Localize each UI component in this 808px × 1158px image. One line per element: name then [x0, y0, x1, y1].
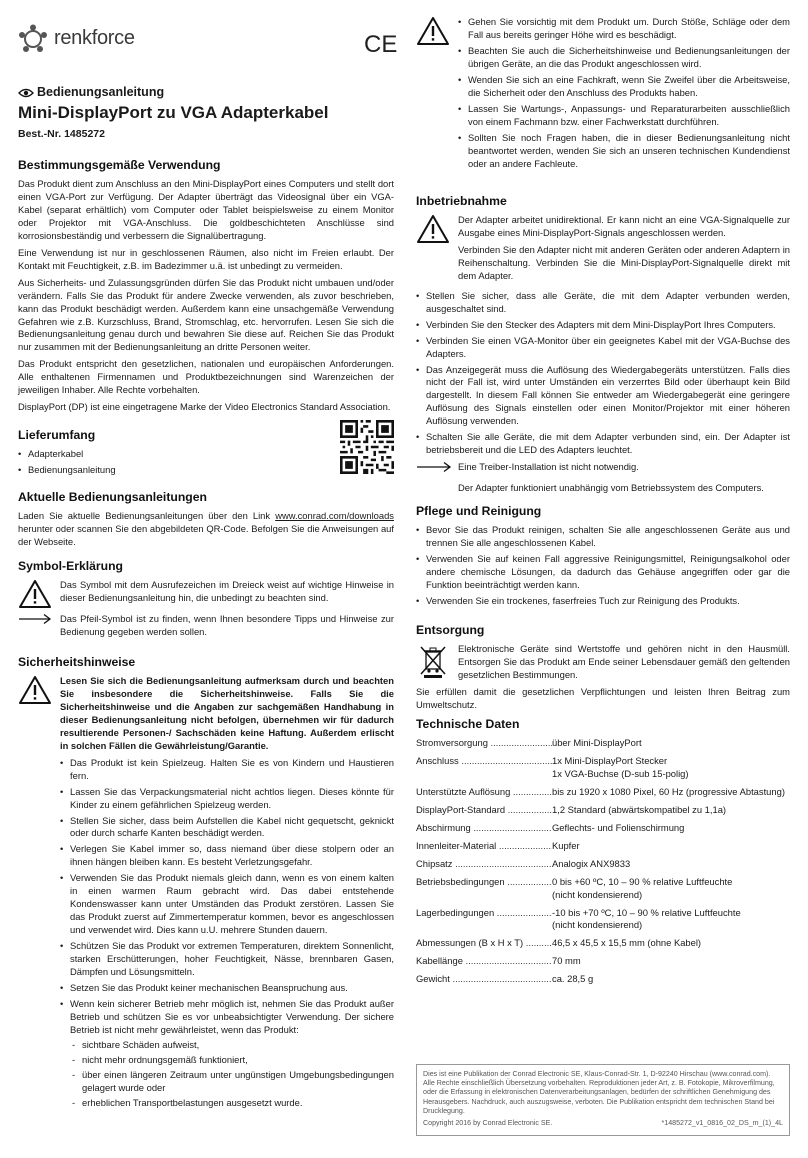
section-heading: Symbol-Erklärung — [18, 559, 123, 573]
list-item: • Bevor Sie das Produkt reinigen, schalten Sie alle angeschlossenen Geräte aus und trennen Sie alle angeschlossenen Kabel. — [416, 524, 790, 550]
list-item: • Sollten Sie noch Fragen haben, die in dieser Bedienungsanleitung nicht beantwortet werden, wenden Sie sich an unseren technischen Kundendienst oder an andere Fachleute. — [458, 132, 790, 171]
arrow-right-icon — [18, 613, 52, 625]
list-item: • Lassen Sie Wartungs-, Anpassungs- und Reparaturarbeiten ausschließlich von einem Fachmann bzw. einer Fachwerkstatt durchführen. — [458, 103, 790, 129]
scope-section — [18, 427, 394, 480]
list-item: • Verbinden Sie einen VGA-Monitor über ein geeignetes Kabel mit der VGA-Buchse des Adapters. — [416, 335, 790, 361]
safety-section — [18, 654, 394, 1113]
list-item: • Gehen Sie vorsichtig mit dem Produkt um. Durch Stöße, Schläge oder dem Fall aus bereits geringer Höhe wird es beschädigt. — [458, 16, 790, 42]
section-heading: Inbetriebnahme — [416, 194, 507, 208]
list-item: • Schalten Sie alle Geräte, die mit dem Adapter verbunden sind, ein. Der Adapter ist betriebsbereit und die LED des Adapters leuchtet. — [416, 431, 790, 457]
paragraph: Aus Sicherheits- und Zulassungsgründen dürfen Sie das Produkt nicht umbauen und/oder verändern. Falls Sie das Produkt für andere Zwecke verwenden, als zuvor beschrieben, kann das Produkt beschädigt werden. Außerdem kann eine unsachgemäße Verwendung Gefahren wie z.B. Kurzschluss, Brand, Stromschlag, etc. hervorrufen. Lesen Sie sich die Bedienungsanleitung genau durch und bewahren Sie diese auf. Reichen Sie das Produkt nur zusammen mit der Bedienungsanleitung an dritte Personen weiter. — [18, 276, 394, 353]
downloads-link[interactable]: www.conrad.com/downloads — [275, 509, 394, 521]
disposal-section — [416, 622, 790, 716]
list-item: • Das Anzeigegerät muss die Auflösung des Wiedergabegeräts unterstützen. Falls dies nicht der Fall ist, wird unter Umständen ein verzerrtes Bild oder überhaupt kein Bild dargestellt. In diesem Fall können Sie entweder am Wiedergabegerät eine geringere Auflösung des Signals einstellen oder einen Monitor/Projektor mit einer höheren Auflösung verwenden. — [416, 364, 790, 429]
renkforce-logo-icon — [18, 24, 48, 54]
disposal-note: Sie erfüllen damit die gesetzlichen Verpflichtungen und leisten Ihren Beitrag zum Umweltschutz. — [416, 685, 790, 710]
paragraph: DisplayPort (DP) ist eine eingetragene Marke der Video Electronics Standard Association. — [18, 401, 391, 413]
eye-icon — [18, 88, 34, 98]
section-heading: Lieferumfang — [18, 428, 96, 442]
list-item: • Stellen Sie sicher, dass alle Geräte, die mit dem Adapter verbunden werden, ausgeschaltet sind. — [416, 290, 790, 316]
symbol-arrow-text: Das Pfeil-Symbol ist zu finden, wenn Ihnen besondere Tipps und Hinweise zur Bedienung gegeben werden sollen. — [60, 612, 394, 637]
symbol-arrow-row — [18, 613, 394, 639]
list-item: • Verlegen Sie Kabel immer so, dass niemand über diese stolpern oder an ihnen hängen bleiben kann. Es besteht Verletzungsgefahr. — [60, 843, 394, 869]
list-item: • Verwenden Sie auf keinen Fall aggressive Reinigungsmittel, Reinigungsalkohol oder andere chemische Lösungen, da dadurch das Gehäuse angegriffen oder gar die Funktion beeinträchtigt werden kann. — [416, 553, 790, 592]
list-item: • Adapterkabel — [18, 448, 394, 461]
spec-row: Abmessungen (B x H x T) ..... 46,5 x 45,5 x 15,5 mm (ohne Kabel) — [416, 937, 790, 950]
sub-list-item: - erheblichen Transportbelastungen ausgesetzt wurde. — [70, 1097, 394, 1110]
warning-triangle-icon — [416, 214, 450, 244]
spec-row: Unterstützte Auflösung ..... bis zu 1920 x 1080 Pixel, 60 Hz (progressive Abtastung) — [416, 786, 790, 799]
document-title: Mini-DisplayPort zu VGA Adapterkabel — [18, 103, 329, 122]
warning-triangle-icon — [18, 675, 52, 705]
tip-line: Der Adapter funktioniert unabhängig vom Betriebssystem des Computers. — [458, 482, 764, 494]
care-section — [416, 503, 790, 611]
brand-logo — [18, 24, 135, 54]
symbol-warning-row — [18, 579, 394, 609]
paragraph: Eine Verwendung ist nur in geschlossenen Räumen, also nicht im Freien erlaubt. Der Kontakt mit Feuchtigkeit, z.B. im Badezimmer u.ä. ist unbedingt zu vermeiden. — [18, 246, 394, 271]
ce-mark: CE — [364, 31, 398, 58]
tip-line: Eine Treiber-Installation ist nicht notwendig. — [458, 461, 639, 473]
list-item: • Lassen Sie das Verpackungsmaterial nicht achtlos liegen. Dieses könnte für Kinder zu einem gefährlichen Spielzeug werden. — [60, 786, 394, 812]
doc-type-label: Bedienungsanleitung — [37, 85, 165, 99]
section-heading: Sicherheitshinweise — [18, 655, 136, 669]
section-heading: Bestimmungsgemäße Verwendung — [18, 158, 221, 172]
arrow-right-icon — [416, 461, 452, 473]
section-heading: Technische Daten — [416, 717, 520, 731]
current-manuals-section — [18, 489, 394, 553]
brand-name: renkforce — [54, 27, 135, 50]
list-item: • Schützen Sie das Produkt vor extremen Temperaturen, direktem Sonnenlicht, starken Erschütterungen, hoher Feuchtigkeit, Nässe, brennbaren Gasen, Dämpfen und Lösungsmitteln. — [60, 940, 394, 979]
tip-text — [458, 461, 764, 499]
warning-triangle-icon — [416, 16, 450, 46]
symbol-warning-text: Das Symbol mit dem Ausrufezeichen im Dreieck weist auf wichtige Hinweise in dieser Bedienungsanleitung hin, die unbedingt zu beachten sind. — [60, 578, 394, 603]
doc-type — [18, 84, 164, 101]
list-item: • Beachten Sie auch die Sicherheitshinweise und Bedienungsanleitungen der übrigen Geräte, an die das Produkt angeschlossen wird. — [458, 45, 790, 71]
paragraph: Der Adapter arbeitet unidirektional. Er kann nicht an eine VGA-Signalquelle zur Ausgabe eines Mini-DisplayPort-Signals angeschlossen werden. — [458, 213, 790, 238]
footer-publisher: Dies ist eine Publikation der Conrad Electronic SE, Klaus-Conrad-Str. 1, D-92240 Hirschau (www.conrad.com). — [423, 1070, 771, 1078]
safety-continued — [416, 16, 790, 174]
footer-code: *1485272_v1_0816_02_DS_m_(1)_4L — [661, 1119, 783, 1128]
spec-row: Stromversorgung ..... über Mini-DisplayPort — [416, 737, 790, 750]
footer-copyright: Copyright 2016 by Conrad Electronic SE. — [423, 1119, 553, 1128]
sub-list-item: - nicht mehr ordnungsgemäß funktioniert, — [70, 1054, 394, 1067]
section-heading: Aktuelle Bedienungsanleitungen — [18, 490, 207, 504]
publication-footer — [416, 1064, 790, 1136]
list-item: • Setzen Sie das Produkt keiner mechanischen Beanspruchung aus. — [60, 982, 394, 995]
spec-row: Kabellänge ..... 70 mm — [416, 955, 790, 968]
commissioning-section — [416, 193, 790, 499]
spec-row: Gewicht ..... ca. 28,5 g — [416, 973, 790, 986]
sub-list-item: - sichtbare Schäden aufweist, — [70, 1039, 394, 1052]
list-item: • Verwenden Sie das Produkt niemals gleich dann, wenn es von einem kalten in einen warmen Raum gebracht wird. Das dabei entstehende Kondenswasser kann unter Umständen das Produkt zerstören. Lassen Sie das Produkt zuerst auf Zimmertemperatur kommen, bevor es angeschlossen und verwendet wird. Dies kann u.U. mehrere Stunden dauern. — [60, 872, 394, 937]
list-item: • Verwenden Sie ein trockenes, faserfreies Tuch zur Reinigung des Produkts. — [416, 595, 790, 608]
crossed-bin-icon — [416, 643, 450, 679]
intended-use-section — [18, 157, 394, 418]
spec-row: Chipsatz ..... Analogix ANX9833 — [416, 858, 790, 871]
list-item: • Stellen Sie sicher, dass beim Aufstellen die Kabel nicht gequetscht, geknickt oder durch scharfe Kanten beschädigt werden. — [60, 815, 394, 841]
paragraph: Das Produkt dient zum Anschluss an den Mini-DisplayPort eines Computers und stellt dort einen VGA-Port zur Verfügung. Der Adapter überträgt das Videosignal über ein VGA-Kabel (separat erhältlich) vom Computer oder Tablet beispielsweise zu einem Monitor oder Projektor mit VGA-Anschluss. Die goldbeschichteten Anschlüsse sind korrosionsbeständig und verbessern die Signalübertragung. — [18, 177, 394, 241]
qr-code[interactable] — [340, 420, 394, 474]
sub-list-item: - über einen längeren Zeitraum unter ungünstigen Umgebungsbedingungen gelagert wurde oder — [70, 1069, 394, 1095]
section-heading: Pflege und Reinigung — [416, 504, 542, 518]
paragraph: Das Produkt entspricht den gesetzlichen, nationalen und europäischen Anforderungen. Alle enthaltenen Firmennamen und Produktbezeichnungen sind Warenzeichen der jeweiligen Inhaber. Alle Rechte vorbehalten. — [18, 358, 394, 396]
disposal-text: Elektronische Geräte sind Wertstoffe und gehören nicht in den Hausmüll. Entsorgen Sie das Produkt am Ende seiner Lebensdauer gemäß den geltenden gesetzlichen Bestimmungen. — [458, 642, 790, 680]
spec-row: Betriebsbedingungen ..... 0 bis +60 ºC, 10 – 90 % relative Luftfeuchte (nicht kondensierend) — [416, 876, 790, 902]
tip-row — [416, 461, 790, 499]
section-heading: Entsorgung — [416, 623, 485, 637]
paragraph: Verbinden Sie den Adapter nicht mit anderen Geräten oder anderen Adaptern in Reihenschaltung. Verbinden Sie die Mini-DisplayPort-Signalquelle direkt mit dem Adapter. — [458, 243, 790, 281]
list-item: • Wenden Sie sich an eine Fachkraft, wenn Sie Zweifel über die Arbeitsweise, die Sicherheit oder den Anschluss des Produkts haben. — [458, 74, 790, 100]
order-number: Best.-Nr. 1485272 — [18, 128, 105, 140]
spec-row: Lagerbedingungen ..... -10 bis +70 ºC, 10 – 90 % relative Luftfeuchte (nicht kondensierend) — [416, 907, 790, 933]
spec-row: Anschluss ..... 1x Mini-DisplayPort Stecker 1x VGA-Buchse (D-sub 15-polig) — [416, 755, 790, 781]
list-item: • Wenn kein sicherer Betrieb mehr möglich ist, nehmen Sie das Produkt außer Betrieb und schützen Sie es vor unbeabsichtigter Verwendung. Der sichere Betrieb ist nicht mehr gewährleistet, wenn das Produkt: - sichtbare Schäden aufweist, - nicht mehr ordnungsgemäß funktioniert, - über einen längeren Zeitraum unter ungünstigen Umgebungsbedingungen gelagert wurde oder - erheblichen Transportbelastungen ausgesetzt wurde. — [60, 998, 394, 1110]
list-item: • Das Produkt ist kein Spielzeug. Halten Sie es von Kindern und Haustieren fern. — [60, 757, 394, 783]
symbols-section — [18, 558, 394, 643]
safety-intro: Lesen Sie sich die Bedienungsanleitung aufmerksam durch und beachten Sie insbesondere die Sicherheitshinweise. Falls Sie die Sicherheitshinweise und die Angaben zur sachgemäßen Handhabung in dieser Bedienungsanleitung nicht befolgen, übernehmen wir für dadurch resultierende Personen-/ Sachschäden keine Haftung. Außerdem erlischt in solchen Fällen die Gewährleistung/Garantie. — [60, 674, 394, 751]
footer-rights: Alle Rechte einschließlich Übersetzung vorbehalten. Reproduktionen jeder Art, z. B. Fotokopie, Mikroverfilmung, oder die Erfassung in elektronischen Datenverarbeitungsanlagen, bedürfen der schriftlichen Genehmigung des Herausgebers. Nachdruck, auch auszugsweise, verboten. Die Publikation entspricht dem technischen Stand bei Drucklegung. — [423, 1079, 775, 1115]
spec-row: Innenleiter-Material ..... Kupfer — [416, 840, 790, 853]
specs-table — [416, 737, 790, 987]
spec-row: DisplayPort-Standard ..... 1,2 Standard (abwärtskompatibel zu 1,1a) — [416, 804, 790, 817]
list-item: • Bedienungsanleitung — [18, 464, 394, 477]
paragraph: Laden Sie aktuelle Bedienungsanleitungen über den Link www.conrad.com/downloads herunter oder scannen Sie den abgebildeten QR-Code. Befolgen Sie die Anweisungen auf der Webseite. — [18, 509, 394, 547]
spec-row: Abschirmung ..... Geflechts- und Folienschirmung — [416, 822, 790, 835]
specs-section — [416, 716, 790, 991]
list-item: • Verbinden Sie den Stecker des Adapters mit dem Mini-DisplayPort Ihres Computers. — [416, 319, 790, 332]
warning-triangle-icon — [18, 579, 52, 609]
